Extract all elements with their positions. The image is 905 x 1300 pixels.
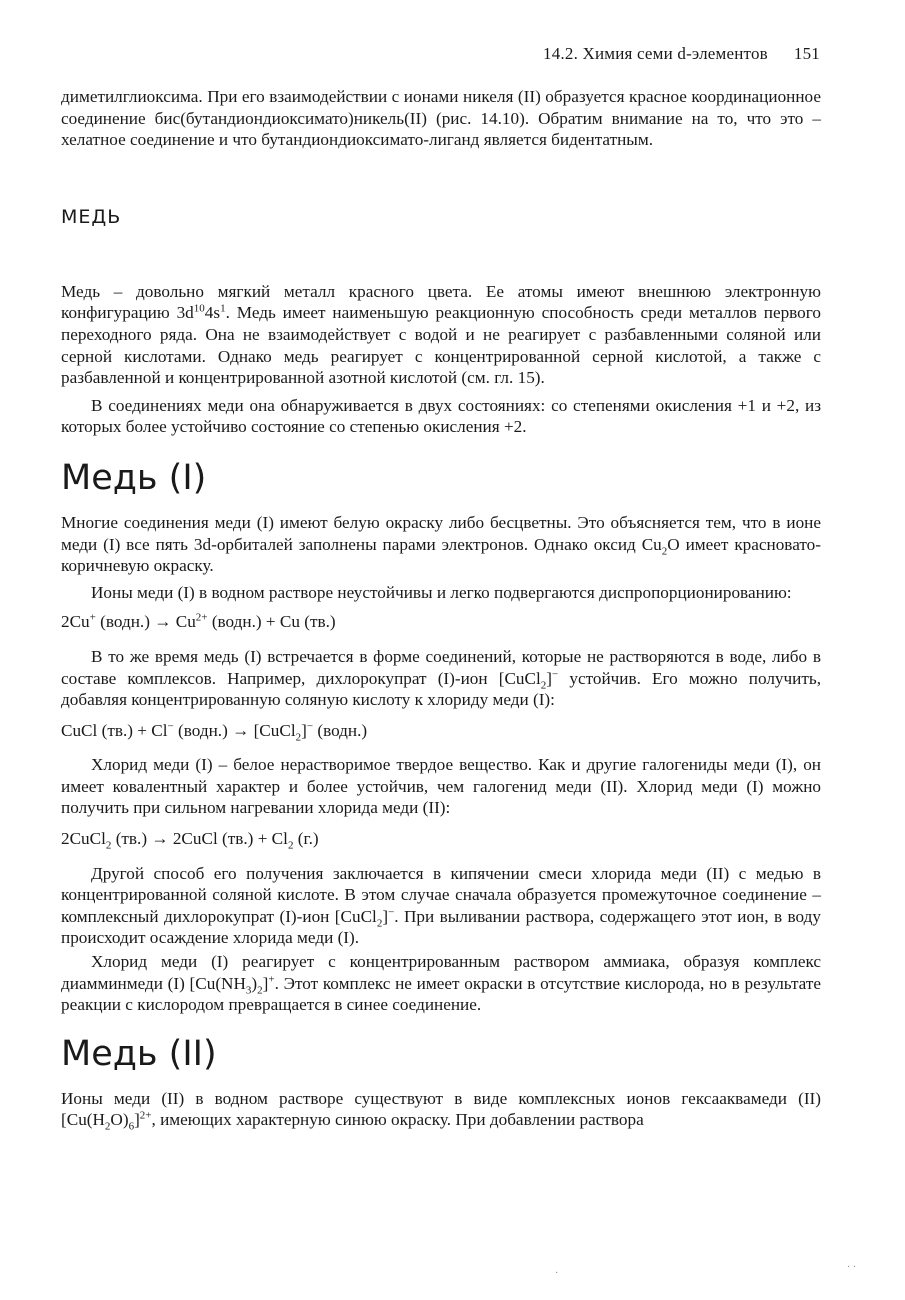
- running-head-section: 14.2. Химия семи d-элементов: [543, 44, 768, 63]
- running-head: [543, 44, 820, 64]
- section-title-copper-1: Медь (I): [61, 457, 207, 498]
- equation-decomposition: 2CuCl$_2$ (тв.) → 2CuCl $(тв.) + Cl_2$ (г.): [61, 829, 319, 852]
- copper-paragraph-2: В соединениях меди она обнаруживается в двух состояниях: со степенями окисления +1 и +2, из которых более устойчиво состояние со степенью окисления +2.: [61, 395, 821, 437]
- copper1-paragraph-2: Ионы меди (I) в водном растворе неустойчивы и легко подвергаются диспропорционированию:: [91, 582, 792, 602]
- copper1-paragraph-5: Другой способ его получения заключается в кипячении смеси хлорида меди (II) с медью в концентрированной соляной кислоте. В этом случае сначала образуется промежуточное соединение – комплексный дихлорокупрат (I)-ион [CuCl$_2$]−. При выливании раствора, содержащего этот ион, в воду происходит осаждение хлорида меди (I).: [61, 863, 821, 948]
- copper1-paragraph-4: Хлорид меди (I) – белое нерастворимое твердое вещество. Как и другие галогениды меди (I), он имеет ковалентный характер и более устойчив, чем галогенид меди (II). Хлорид меди (I) можно получить при сильном нагревании хлорида меди (II):: [61, 755, 821, 818]
- copper2-paragraph-1: Ионы меди (II) в водном растворе существуют в виде комплексных ионов гексааквамеди (II) $[Cu(H_2O)_6]^{2+}$, имеющих характерную синюю окраску. При добавлении раствора: [61, 1088, 821, 1133]
- page-number: 151: [793, 44, 820, 63]
- page-content: [61, 86, 821, 1131]
- intro-paragraph: диметилглиоксима. При его взаимодействии с ионами никеля (II) образуется красное координационное соединение бис(бутандиондиоксимато)никель(II) (рис. 14.10). Обратим внимание на то, что это – хелатное соединение и что бутандиондиоксимато-лиганд является бидентатным.: [61, 87, 821, 150]
- scan-speck: · ·: [847, 1262, 857, 1273]
- section-title-copper: МЕДЬ: [61, 205, 122, 228]
- copper1-paragraph-1: Многие соединения меди (I) имеют белую окраску либо бесцветны. Это объясняется тем, что в ионе меди (I) все пять 3d-орбиталей заполнены парами электронов. Однако оксид $Cu_2O$ имеет красновато-коричневую окраску.: [61, 512, 821, 576]
- scan-speck: ·: [555, 1268, 559, 1279]
- copper-paragraph-1: Медь – довольно мягкий металл красного цвета. Ее атомы имеют внешнюю электронную конфигурацию $3d^{10}4s^1$. Медь имеет наименьшую реакционную способность среди металлов первого переходного ряда. Она не взаимодействует с водой и не реагирует с разбавленными соляной или серной кислотами. Однако медь реагирует с концентрированной серной кислотой, а также с разбавленной и концентрированной азотной кислотой (см. гл. 15).: [61, 281, 821, 388]
- copper1-paragraph-3: В то же время медь (I) встречается в форме соединений, которые не растворяются в воде, либо в составе комплексов. Например, дихлорокупрат (I)-ион [CuCl$_2$]− устойчив. Его можно получить, добавляя концентрированную соляную кислоту к хлориду меди (I):: [61, 646, 821, 710]
- equation-disproportionation: 2Cu+ (водн.) → $Cu^{2+}$ (водн.) + Cu (тв.): [61, 611, 336, 632]
- equation-dichlorocuprate: CuCl (тв.) + Cl− (водн.) → [CuCl$_2$]− (водн.): [61, 719, 368, 744]
- section-title-copper-2: Медь (II): [61, 1033, 217, 1074]
- copper1-paragraph-6: Хлорид меди (I) реагирует с концентрированным раствором аммиака, образуя комплекс диамминмеди (I) $[Cu(NH_3)_2]^+$. Этот комплекс не имеет окраски в отсутствие кислорода, но в результате реакции с кислородом превращается в синее соединение.: [61, 952, 821, 1015]
